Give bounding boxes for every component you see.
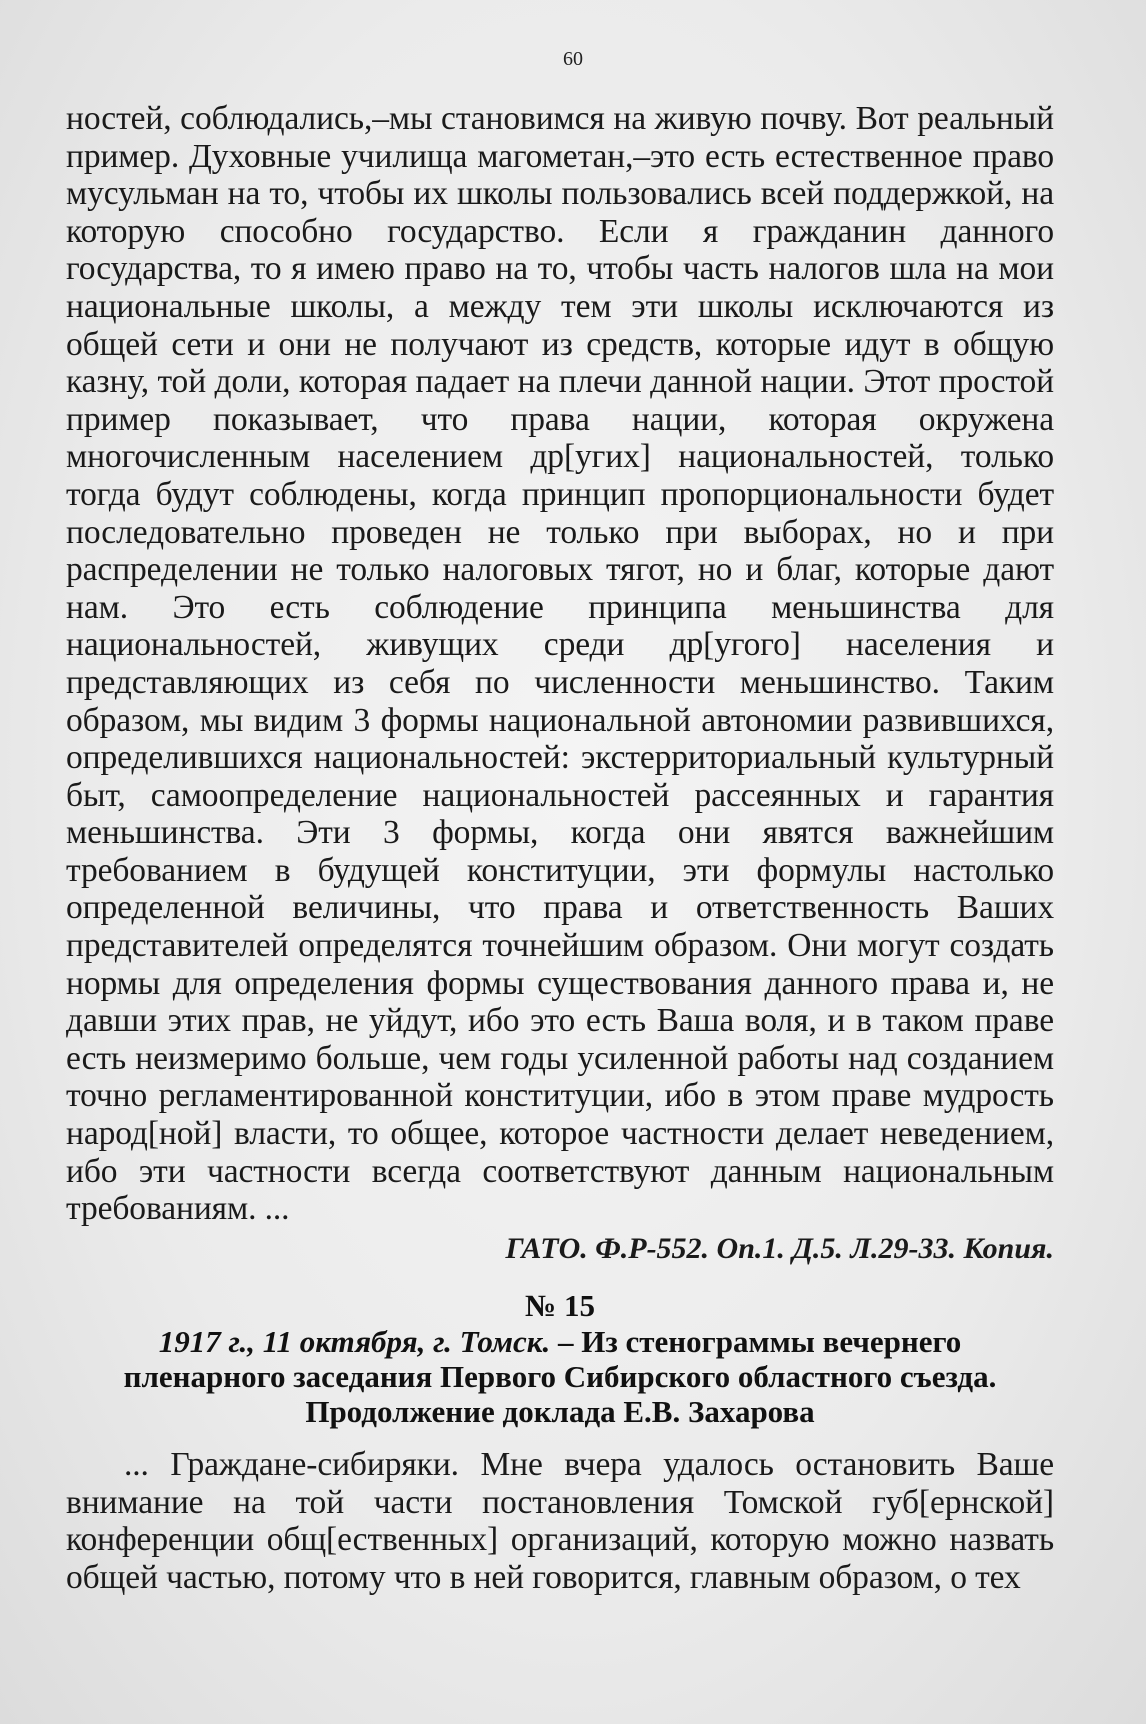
document-title-text: – Из стенограммы вечернего пленарного заседания Первого Сибирского областного съезда. Продолжение доклада Е.В. Захарова [123,1324,997,1429]
archive-citation: ГАТО. Ф.Р-552. Оп.1. Д.5. Л.29-33. Копия. [505,1232,1054,1265]
document-number: № 15 [525,1288,595,1323]
document-title [66,1324,1054,1429]
document-date: 1917 г., 11 октября, г. Томск. [158,1324,551,1359]
body-paragraph-continued: ... Граждане-сибиряки. Мне вчера удалось остановить Ваше внимание на той части постановления Томской губ[ернской] конференции общ[ественных] организаций, которую можно назвать общей частью, потому что в ней говорится, главным образом, о тех [66,1446,1054,1596]
document-heading [66,1288,1054,1429]
page-number: 60 [563,48,583,70]
body-paragraph: ностей, соблюдались,–мы становимся на живую почву. Вот реальный пример. Духовные училища магометан,–это есть естественное право мусульман на то, чтобы их школы пользовались всей поддержкой, на которую способно государство. Если я гражданин данного государства, то я имею право на то, чтобы часть налогов шла на мои национальные школы, а между тем эти школы исключаются из общей сети и они не получают из средств, которые идут в общую казну, той доли, которая падает на плечи данной нации. Этот простой пример показывает, что права нации, которая окружена многочисленным населением др[угих] национальностей, только тогда будут соблюдены, когда принцип пропорциональности будет последовательно проведен не только при выборах, но и при распределении не только налоговых тягот, но и благ, которые дают нам. Это есть соблюдение принципа меньшинства для национальностей, живущих среди др[угого] населения и представляющих из себя по численности меньшинство. Таким образом, мы видим 3 формы национальной автономии развившихся, определившихся национальностей: экстерриториальный культурный быт, самоопределение национальностей рассеянных и гарантия меньшинства. Эти 3 формы, когда они явятся важнейшим требованием в будущей конституции, эти формулы настолько определенной величины, что права и ответственность Ваших представителей определятся точнейшим образом. Они могут создать нормы для определения формы существования данного права и, не давши этих прав, не уйдут, ибо это есть Ваша воля, и в таком праве есть неизмеримо больше, чем годы усиленной работы над созданием точно регламентированной конституции, ибо в этом праве мудрость народ[ной] власти, то общее, которое частности делает неведением, ибо эти частности всегда соответствуют данным национальным требованиям. ... [66,100,1054,1228]
